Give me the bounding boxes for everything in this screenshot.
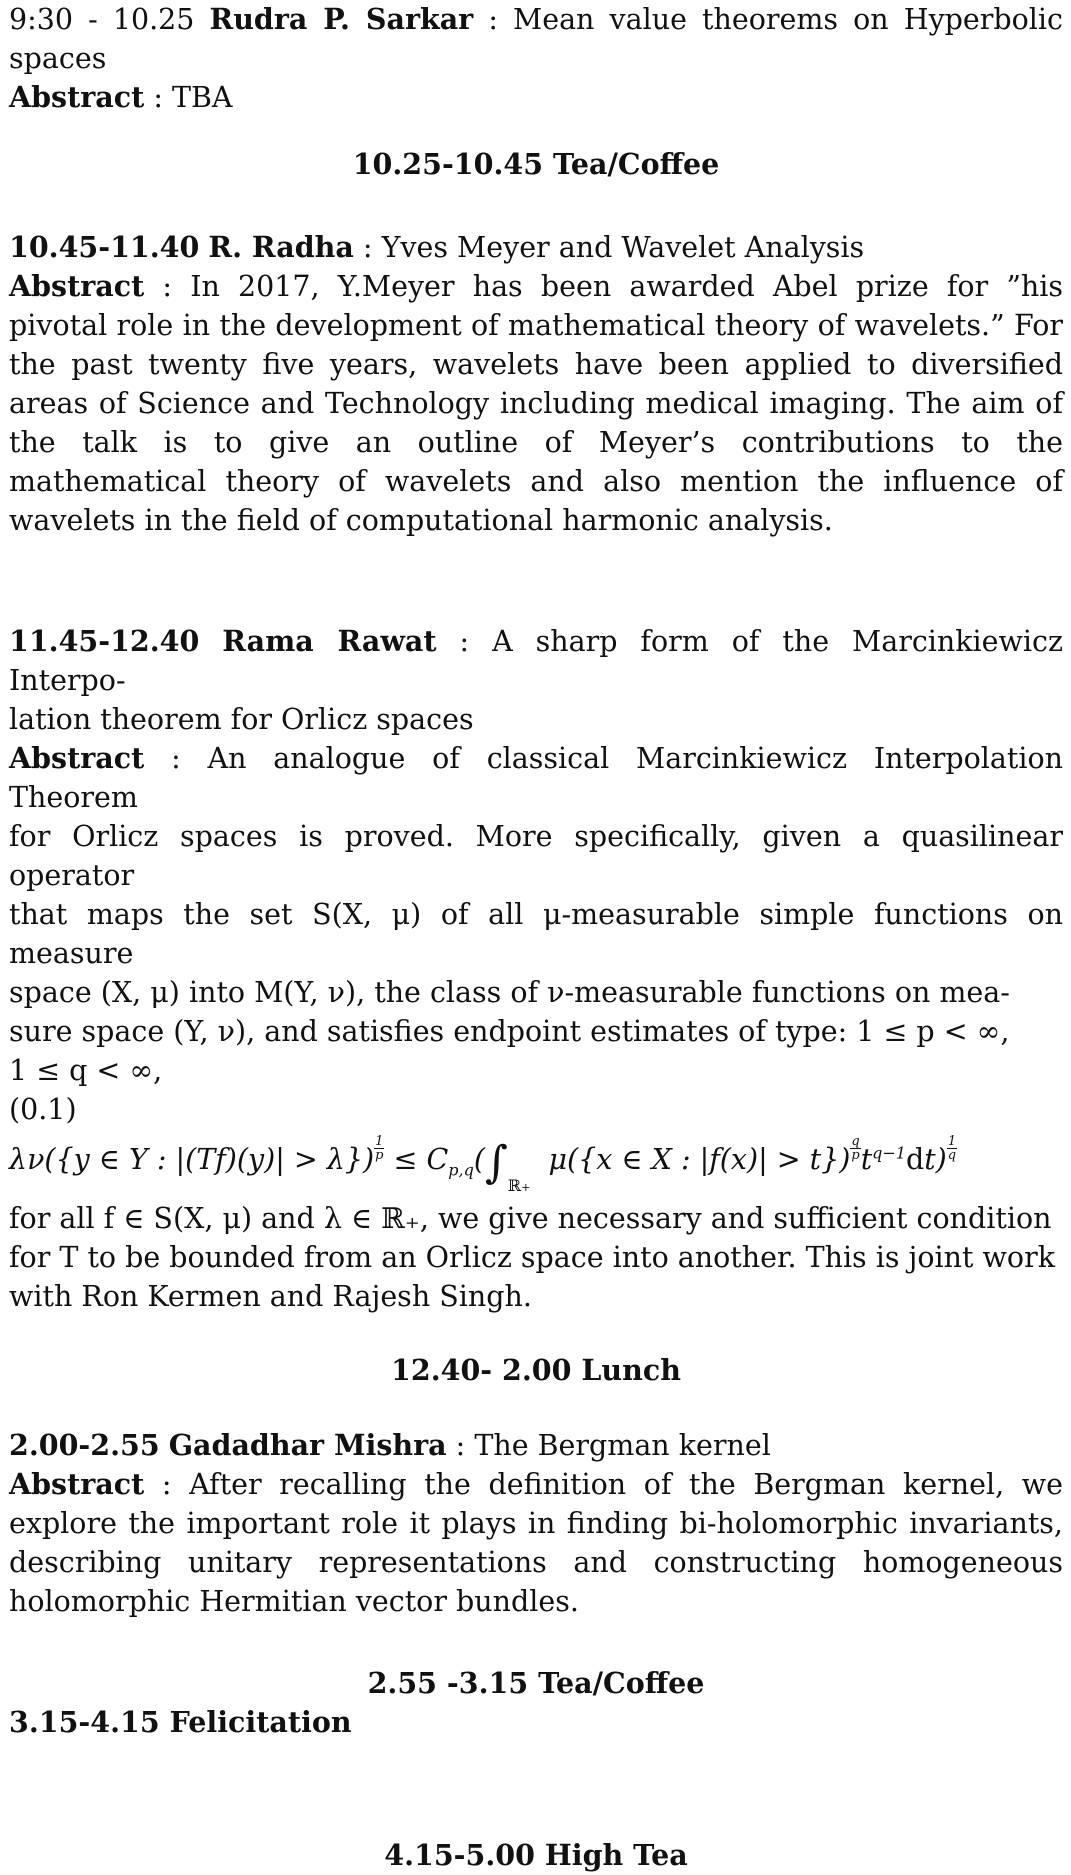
separator-colon: : xyxy=(153,81,172,114)
abstract-label: Abstract xyxy=(9,1467,145,1501)
talk-title: Yves Meyer and Wavelet Analysis xyxy=(381,231,865,264)
closing-line-2: for T to be bounded from an Orlicz space into another. This is joint work xyxy=(9,1241,1055,1274)
session-radha xyxy=(9,228,1063,540)
abstract-line-3: that maps the set S(X, μ) of all μ-measurable simple functions on measure xyxy=(9,898,1063,970)
felicitation: 3.15-4.15 Felicitation xyxy=(9,1705,352,1739)
separator-colon: : xyxy=(455,1429,475,1462)
separator-colon: : xyxy=(161,1468,190,1501)
integral-sign: ∫ xyxy=(484,1137,508,1188)
closing-line-3: with Ron Kermen and Rajesh Singh. xyxy=(9,1280,532,1313)
speaker-name: R. Radha xyxy=(208,230,354,264)
equation xyxy=(9,1129,1063,1199)
abstract-label: Abstract xyxy=(9,269,145,303)
abstract-text: In 2017, Y.Meyer has been awarded Abel prize for ”his pivotal role in the development of mathematical theory of wavelets.” For the past twenty five years, wavelets have been applied to diversified areas of Science and Technology including medical imaging. The aim of the talk is to give an outline of Meyer’s contributions to the mathematical theory of wavelets and also mention the influence of wavelets in the field of computational harmonic analysis. xyxy=(9,270,1063,537)
break-tea-coffee-1: 10.25-10.45 Tea/Coffee xyxy=(352,147,720,181)
session-sarkar xyxy=(9,0,1063,117)
abstract-line-2: for Orlicz spaces is proved. More specifically, given a quasilinear operator xyxy=(9,820,1063,892)
separator-colon: : xyxy=(459,625,493,658)
talk-title: The Bergman kernel xyxy=(474,1429,771,1462)
session-heading xyxy=(9,1426,1063,1465)
exponent-1-over-p: $\frac{1}{p}$ xyxy=(375,1134,384,1163)
exponent-q-over-p: $\frac{q}{p}$ xyxy=(851,1134,860,1163)
equation-body: λν({y ∈ Y : |(Tf)(y)| > λ}) $\frac{1}{p}$ ≤ $C_{p,q}(\int_{ℝ+}$ μ({x ∈ X : |f(x)| > t}) $\frac{q}{p}$ $t^{q-1}dt$) $\frac{1}{q}$ xyxy=(9,1134,957,1195)
abstract xyxy=(9,78,1063,117)
equation-lhs: λν({y ∈ Y : |(Tf)(y)| > λ}) xyxy=(9,1143,375,1176)
session-heading xyxy=(9,0,1063,78)
abstract-text: After recalling the definition of the Bergman kernel, we explore the important role it plays in finding bi-holomorphic invariants, describing unitary representations and constructing homogeneous holomorphic Hermitian vector bundles. xyxy=(9,1468,1063,1618)
integral-domain: ℝ+ xyxy=(507,1176,531,1195)
equation-rhs: ≤ C xyxy=(393,1143,449,1176)
session-heading xyxy=(9,228,1063,267)
session-time: 11.45-12.40 xyxy=(9,624,200,658)
abstract xyxy=(9,267,1063,540)
talk-title-line-1: A sharp form of the Marcinkiewicz Interpo- xyxy=(9,625,1064,697)
break-lunch: 12.40- 2.00 Lunch xyxy=(391,1353,681,1387)
separator-colon: : xyxy=(162,270,191,303)
abstract-text: TBA xyxy=(171,81,233,114)
break-tea-coffee-2: 2.55 -3.15 Tea/Coffee xyxy=(367,1666,705,1700)
talk-title: Mean value theorems on Hyperbolic spaces xyxy=(9,3,1063,75)
program-page xyxy=(9,0,1063,1875)
speaker-name: Gadadhar Mishra xyxy=(168,1428,447,1462)
abstract-line-6: 1 ≤ q < ∞, xyxy=(9,1054,163,1087)
session-rawat xyxy=(9,622,1063,1316)
session-mishra xyxy=(9,1426,1063,1621)
separator-colon: : xyxy=(362,231,382,264)
separator-colon: : xyxy=(171,742,208,775)
abstract-label: Abstract xyxy=(9,80,145,114)
abstract xyxy=(9,1465,1063,1621)
session-time: 2.00-2.55 xyxy=(9,1428,160,1462)
constant-subscript: p,q xyxy=(448,1160,474,1180)
speaker-name: Rudra P. Sarkar xyxy=(209,2,474,36)
separator-colon: : xyxy=(488,3,514,36)
speaker-name: Rama Rawat xyxy=(222,624,437,658)
talk-title-line-2: lation theorem for Orlicz spaces xyxy=(9,703,474,736)
session-time: 9:30 - 10.25 xyxy=(9,3,195,36)
abstract-line-5: sure space (Y, ν), and satisfies endpoint estimates of type: 1 ≤ p < ∞, xyxy=(9,1015,1010,1048)
closing-line-1: for all f ∈ S(X, μ) and λ ∈ ℝ₊, we give necessary and sufficient condition xyxy=(9,1202,1052,1235)
equation-number: (0.1) xyxy=(9,1093,77,1126)
exponent-1-over-q: $\frac{1}{q}$ xyxy=(947,1134,957,1163)
break-high-tea: 4.15-5.00 High Tea xyxy=(384,1838,688,1872)
equation-integrand: μ({x ∈ X : |f(x)| > t}) xyxy=(548,1143,851,1176)
abstract-line-1 xyxy=(9,739,1063,817)
session-time: 10.45-11.40 xyxy=(9,230,200,264)
abstract-line-4: space (X, μ) into M(Y, ν), the class of ν-measurable functions on mea- xyxy=(9,976,1010,1009)
abstract-label: Abstract xyxy=(9,741,145,775)
abstract-text: An analogue of classical Marcinkiewicz Interpolation Theorem xyxy=(9,742,1063,814)
session-heading xyxy=(9,622,1063,700)
